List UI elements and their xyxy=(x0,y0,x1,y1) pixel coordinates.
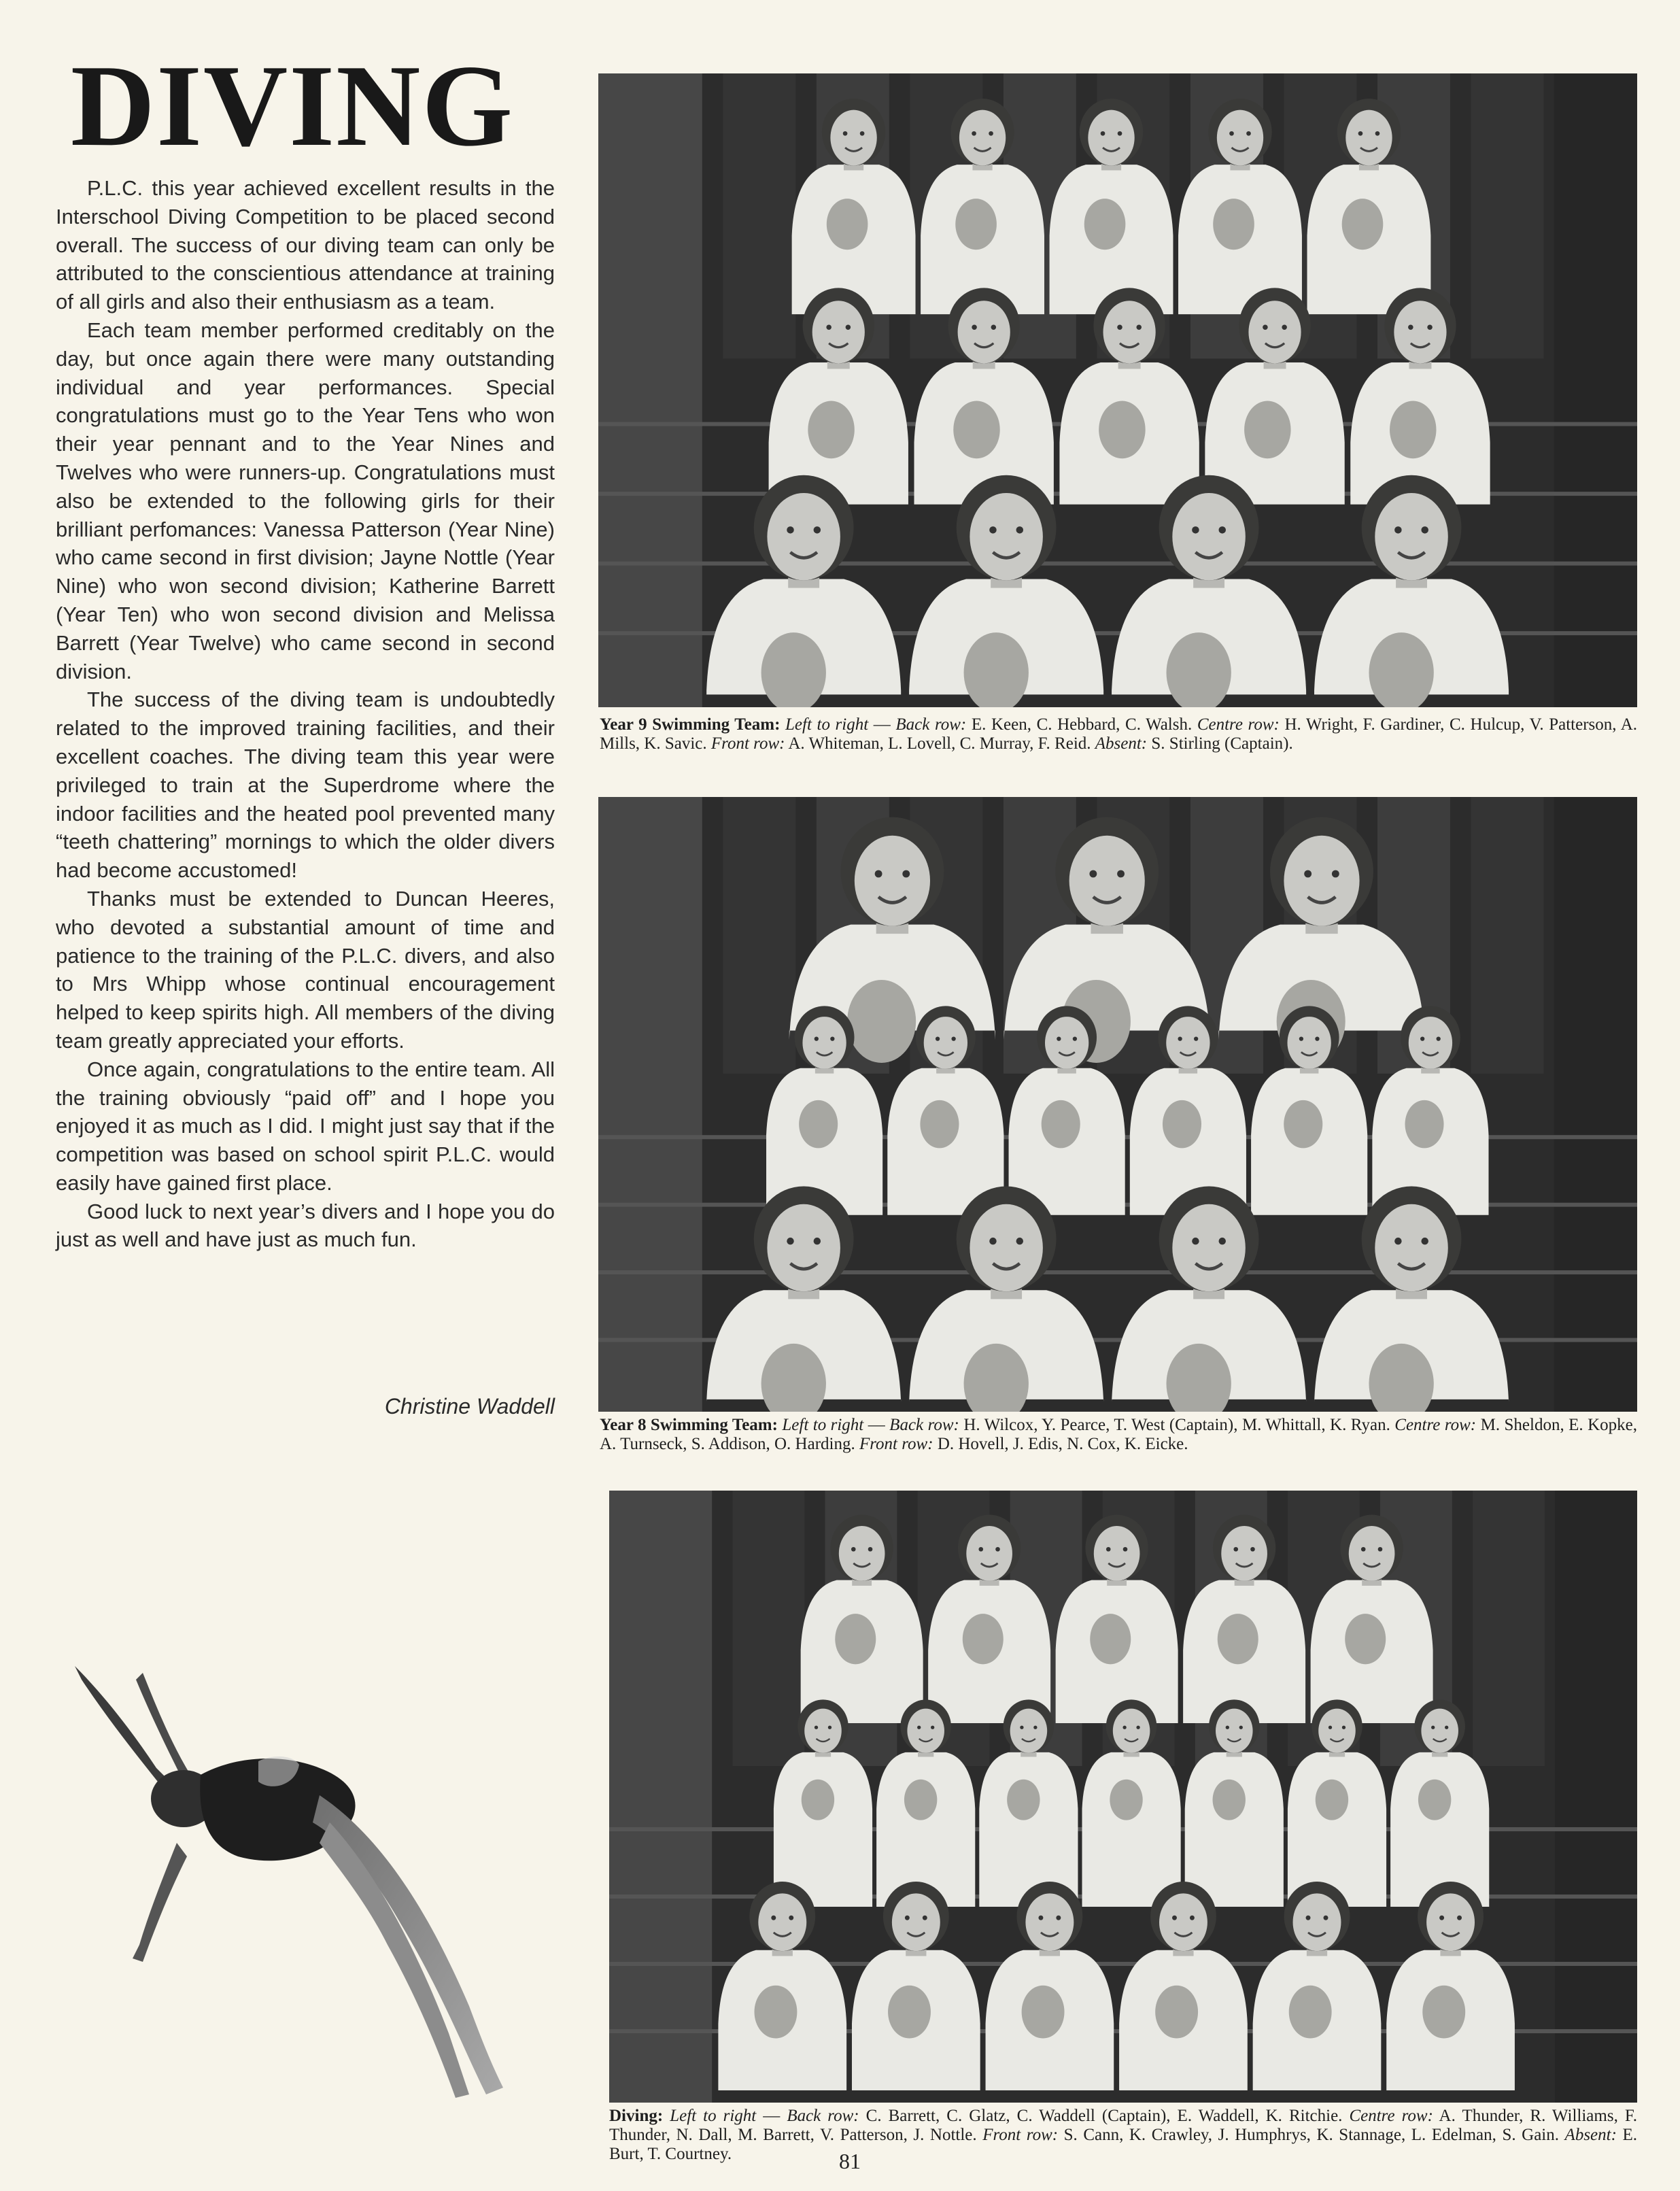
caption-names: D. Hovell, J. Edis, N. Cox, K. Eicke. xyxy=(933,1435,1188,1453)
caption-direction: Left to right xyxy=(785,715,869,734)
caption-separator: — xyxy=(863,1416,890,1434)
year9-caption xyxy=(600,715,1637,753)
caption-names: C. Barrett, C. Glatz, C. Waddell (Captain), E. Waddell, K. Ritchie. xyxy=(859,2107,1350,2125)
author-signature: Christine Waddell xyxy=(384,1394,555,1419)
article-paragraph: Once again, congratulations to the entire team. All the training obviously “paid off” and I hope you enjoyed it as much as I did. I might just say that if the competition was based on school spirit P.L.C. would easily have gained first place. xyxy=(56,1057,555,1195)
caption-names: H. Wright, F. Gardiner, C. Hulcup, V. Patterson, A. Mills, K. Savic. xyxy=(600,715,1638,753)
article-paragraph: P.L.C. this year achieved excellent results in the Interschool Diving Competition to be placed second overall. The success of our diving team can only be attributed to the conscientious attendance at training of all girls and also their enthusiasm as a team. xyxy=(56,176,555,314)
caption-row-label: Centre row: xyxy=(1197,715,1280,734)
caption-title: Year 8 Swimming Team: xyxy=(600,1416,778,1434)
caption-row-label: Front row: xyxy=(710,734,785,753)
year9-team-photo xyxy=(598,73,1637,707)
caption-absent-label: Absent: xyxy=(1095,734,1148,753)
caption-row-label: Back row: xyxy=(787,2107,859,2125)
year8-caption xyxy=(600,1416,1637,1454)
caption-row-label: Back row: xyxy=(895,715,967,734)
caption-names: E. Burt, T. Courtney. xyxy=(609,2126,1637,2163)
caption-row-label: Centre row: xyxy=(1349,2107,1433,2125)
caption-direction: Left to right xyxy=(670,2107,757,2125)
caption-names: A. Thunder, R. Williams, F. Thunder, N. Dall, M. Barrett, V. Patterson, J. Nottle. xyxy=(609,2107,1637,2144)
caption-names: M. Sheldon, E. Kopke, A. Turnseck, S. Addison, O. Harding. xyxy=(600,1416,1638,1453)
article-paragraph: Thanks must be extended to Duncan Heeres, who devoted a substantial amount of time and patience to the training of the P.L.C. divers, and also to Mrs Whipp whose continual encouragement helped to keep spirits high. All members of the diving team greatly appreciated your efforts. xyxy=(56,886,555,1053)
caption-row-label: Front row: xyxy=(859,1435,933,1453)
caption-title: Diving: xyxy=(609,2107,664,2125)
caption-row-label: Back row: xyxy=(889,1416,959,1434)
page-title: DIVING xyxy=(70,41,515,171)
diver-photo xyxy=(61,1652,564,2128)
caption-row-label: Front row: xyxy=(982,2126,1059,2144)
caption-separator: — xyxy=(868,715,896,734)
caption-absent-label: Absent: xyxy=(1564,2126,1617,2144)
article-paragraph: The success of the diving team is undoubtedly related to the improved training facilities, and their excellent coaches. The diving team this year were privileged to train at the Superdrome where the indoor facilities and the heated pool prevented many “teeth chattering” mornings to which the older divers had become accustomed! xyxy=(56,687,555,883)
article-body xyxy=(56,174,555,1254)
caption-row-label: Centre row: xyxy=(1394,1416,1477,1434)
article-paragraph: Each team member performed creditably on the day, but once again there were many outstanding individual and year performances. Special congratulations must go to the Year Tens who won their year pennant and to the Year Nines and Twelves who were runners-up. Congratulations must also be extended to the following girls for their brilliant perfomances: Vanessa Patterson (Year Nine) who came second in first division; Jayne Nottle (Year Nine) who won second division; Katherine Barrett (Year Ten) who won second division and Melissa Barrett (Year Twelve) who came second in second division. xyxy=(56,318,555,683)
caption-names: H. Wilcox, Y. Pearce, T. West (Captain), M. Whittall, K. Ryan. xyxy=(959,1416,1395,1434)
caption-names: S. Cann, K. Crawley, J. Humphrys, K. Stannage, L. Edelman, S. Gain. xyxy=(1058,2126,1565,2144)
caption-title: Year 9 Swimming Team: xyxy=(600,715,781,734)
page-number: 81 xyxy=(839,2149,861,2173)
diving-caption xyxy=(609,2107,1637,2164)
year8-team-photo xyxy=(598,797,1637,1412)
article-paragraph: Good luck to next year’s divers and I hope you do just as well and have just as much fun. xyxy=(56,1199,555,1252)
caption-names: S. Stirling (Captain). xyxy=(1147,734,1293,753)
caption-direction: Left to right xyxy=(782,1416,864,1434)
caption-names: A. Whiteman, L. Lovell, C. Murray, F. Reid. xyxy=(785,734,1095,753)
diving-team-photo xyxy=(609,1491,1637,2103)
caption-separator: — xyxy=(756,2107,787,2125)
caption-names: E. Keen, C. Hebbard, C. Walsh. xyxy=(966,715,1197,734)
